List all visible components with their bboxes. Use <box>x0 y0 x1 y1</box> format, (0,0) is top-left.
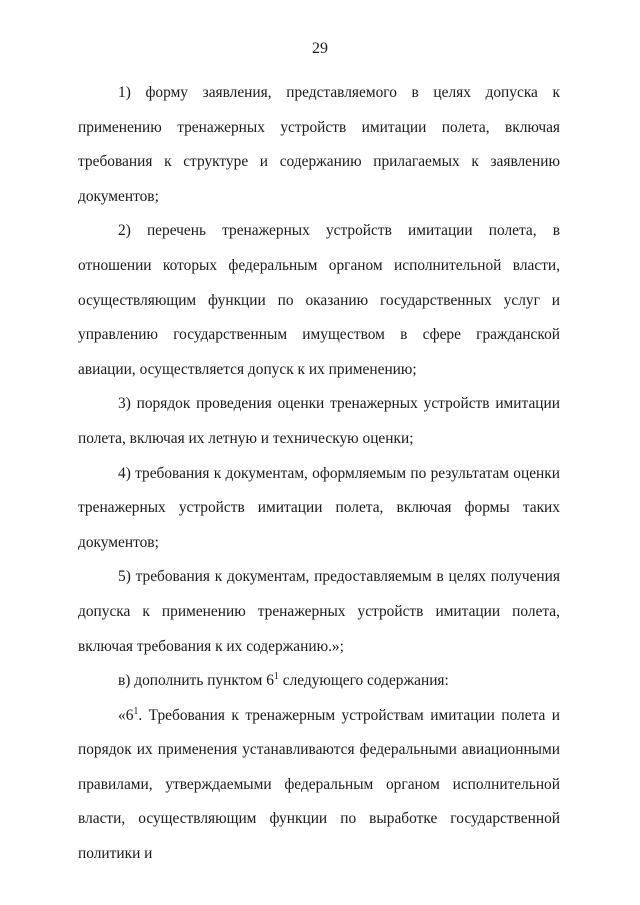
amendment-text-tail: следующего содержания: <box>278 672 449 690</box>
new-clause-number: «6 <box>118 706 134 724</box>
amendment-text: в) дополнить пунктом 6 <box>118 672 274 690</box>
list-item-4: 4) требования к документам, оформляемым по результатам оценки тренажерных устройств имитации полета, включая формы таких документов; <box>78 464 560 551</box>
amendment-paragraph <box>78 664 560 699</box>
new-clause-text: . Требования к тренажерным устройствам имитации полета и порядок их применения устанавливаются федеральными авиационными правилами, утверждаемыми федеральным органом исполнительной власти, осуществляющим функции по выработке государственной политики и <box>78 706 560 863</box>
page-number: 29 <box>312 40 328 57</box>
list-item-2: 2) перечень тренажерных устройств имитации полета, в отношении которых федеральным органом исполнительной власти, осуществляющим функции по оказанию государственных услуг и управлению государственным имуществом в сфере гражданской авиации, осуществляется допуск к их применению; <box>78 222 560 378</box>
amendment-superscript: 1 <box>273 671 279 683</box>
new-clause-superscript: 1 <box>133 705 139 717</box>
list-item-5: 5) требования к документам, предоставляемым в целях получения допуска к применению тренажерных устройств имитации полета, включая требования к их содержанию.»; <box>78 568 560 655</box>
list-item-1: 1) форму заявления, представляемого в целях допуска к применению тренажерных устройств имитации полета, включая требования к структуре и содержанию прилагаемых к заявлению документов; <box>78 84 560 205</box>
list-item-3: 3) порядок проведения оценки тренажерных устройств имитации полета, включая их летную и техническую оценки; <box>78 395 560 447</box>
body-text <box>78 76 560 872</box>
new-clause-paragraph <box>78 699 560 872</box>
